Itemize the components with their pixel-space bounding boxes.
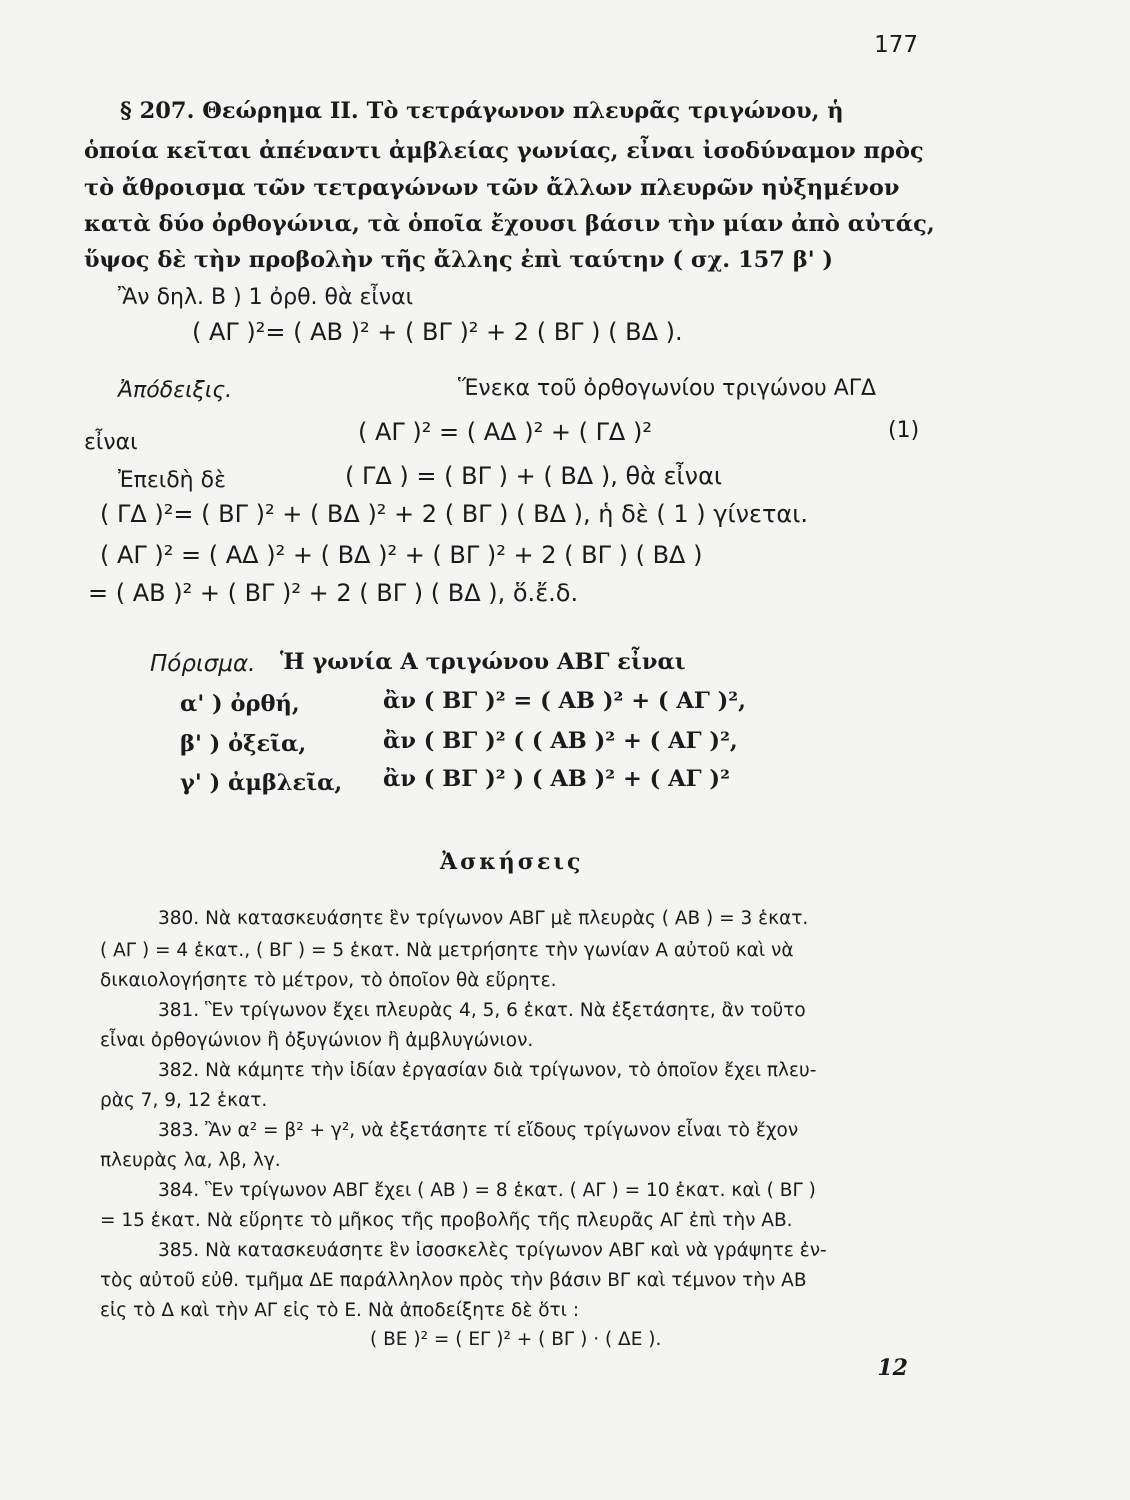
exercise-line-12: 385. Νὰ κατασκευάσητε ἓν ἰσοσκελὲς τρίγωνον ΑΒΓ καὶ νὰ γράψητε ἐν-: [158, 1240, 827, 1261]
exercise-line-14: εἰς τὸ Δ καὶ τὴν ΑΓ εἰς τὸ Ε. Νὰ ἀποδείξητε δὲ ὅτι :: [100, 1300, 580, 1321]
exercise-line-5: εἶναι ὀρθογώνιον ἢ ὀξυγώνιον ἢ ἀμβλυγώνιον.: [100, 1030, 534, 1051]
corollary-case-c-cond: ἂν ( ΒΓ )² ) ( ΑΒ )² + ( ΑΓ )²: [383, 766, 730, 792]
corollary-case-a-name: α' ) ὀρθή,: [180, 691, 300, 717]
exercise-line-8: 383. Ἂν α² = β² + γ², νὰ ἐξετάσητε τί εἴδους τρίγωνον εἶναι τὸ ἔχον: [158, 1120, 799, 1141]
page-number: 177: [874, 32, 918, 58]
proof-line2-left: Ἐπειδὴ δὲ: [118, 468, 226, 493]
corollary-case-b-cond: ἂν ( ΒΓ )² ( ( ΑΒ )² + ( ΑΓ )²,: [383, 728, 738, 754]
theorem-line-4: κατὰ δύο ὀρθογώνια, τὰ ὁποῖα ἔχουσι βάσιν τὴν μίαν ἀπὸ αὐτάς,: [84, 211, 935, 237]
corollary-case-b-name: β' ) ὀξεῖα,: [180, 731, 307, 757]
corollary-label: Πόρισμα.: [150, 651, 256, 677]
proof-intro: Ἕνεκα τοῦ ὀρθογωνίου τριγώνου ΑΓΔ: [458, 376, 877, 401]
theorem-line-5: ὕψος δὲ τὴν προβολὴν τῆς ἄλλης ἐπὶ ταύτην ( σχ. 157 β' ): [84, 247, 834, 273]
corollary-intro: Ἡ γωνία Α τριγώνου ΑΒΓ εἶναι: [280, 649, 686, 675]
exercise-line-4: 381. Ἓν τρίγωνον ἔχει πλευρὰς 4, 5, 6 ἑκατ. Νὰ ἐξετάσητε, ἂν τοῦτο: [158, 1000, 806, 1021]
theorem-line-1: § 207. Θεώρημα II. Τὸ τετράγωνον πλευρᾶς τριγώνου, ἡ: [120, 98, 844, 124]
proof-line4: ( ΑΓ )² = ( ΑΔ )² + ( ΒΔ )² + ( ΒΓ )² + 2 ( ΒΓ ) ( ΒΔ ): [100, 541, 703, 569]
exercise-line-2: ( ΑΓ ) = 4 ἑκατ., ( ΒΓ ) = 5 ἑκατ. Νὰ μετρήσητε τὴν γωνίαν Α αὐτοῦ καὶ νὰ: [100, 940, 794, 961]
theorem-line-3: τὸ ἄθροισμα τῶν τετραγώνων τῶν ἄλλων πλευρῶν ηὐξημένον: [84, 175, 900, 201]
theorem-formula: ( ΑΓ )²= ( ΑΒ )² + ( ΒΓ )² + 2 ( ΒΓ ) ( ΒΔ ).: [192, 318, 683, 346]
proof-line5: = ( ΑΒ )² + ( ΒΓ )² + 2 ( ΒΓ ) ( ΒΔ ), ὅ.ἔ.δ.: [88, 579, 579, 607]
exercise-line-6: 382. Νὰ κάμητε τὴν ἰδίαν ἐργασίαν διὰ τρίγωνον, τὸ ὁποῖον ἔχει πλευ-: [158, 1060, 817, 1081]
hypothesis: Ἂν δηλ. Β ) 1 ὀρθ. θὰ εἶναι: [118, 285, 414, 310]
exercise-line-3: δικαιολογήσητε τὸ μέτρον, τὸ ὁποῖον θὰ εὕρητε.: [100, 970, 557, 991]
proof-line1-eq: ( ΑΓ )² = ( ΑΔ )² + ( ΓΔ )²: [358, 418, 652, 446]
exercise-line-10: 384. Ἓν τρίγωνον ΑΒΓ ἔχει ( ΑΒ ) = 8 ἑκατ. ( ΑΓ ) = 10 ἑκατ. καὶ ( ΒΓ ): [158, 1180, 816, 1201]
exercise-line-9: πλευρὰς λα, λβ, λγ.: [100, 1150, 281, 1171]
proof-line1-left: εἶναι: [84, 430, 138, 455]
corollary-case-a-cond: ἂν ( ΒΓ )² = ( ΑΒ )² + ( ΑΓ )²,: [383, 688, 746, 714]
exercise-line-11: = 15 ἑκατ. Νὰ εὕρητε τὸ μῆκος τῆς προβολῆς τῆς πλευρᾶς ΑΓ ἐπὶ τὴν ΑΒ.: [100, 1210, 793, 1231]
exercise-line-1: 380. Νὰ κατασκευάσητε ἓν τρίγωνον ΑΒΓ μὲ πλευρὰς ( ΑΒ ) = 3 ἑκατ.: [158, 908, 809, 929]
proof-line2-eq: ( ΓΔ ) = ( ΒΓ ) + ( ΒΔ ), θὰ εἶναι: [345, 462, 723, 490]
corollary-case-c-name: γ' ) ἀμβλεῖα,: [180, 770, 343, 796]
exercise-line-13: τὸς αὐτοῦ εὐθ. τμῆμα ΔΕ παράλληλον πρὸς τὴν βάσιν ΒΓ καὶ τέμνον τὴν ΑΒ: [100, 1270, 807, 1291]
exercises-heading: Ἀσκήσεις: [440, 849, 584, 875]
exercise-line-15: ( ΒΕ )² = ( ΕΓ )² + ( ΒΓ ) · ( ΔΕ ).: [370, 1329, 662, 1350]
exercise-line-7: ρὰς 7, 9, 12 ἑκατ.: [100, 1090, 268, 1111]
folio-number: 12: [877, 1355, 908, 1381]
proof-line1-tag: (1): [888, 418, 920, 443]
proof-label: Ἀπόδειξις.: [118, 378, 233, 403]
proof-line3: ( ΓΔ )²= ( ΒΓ )² + ( ΒΔ )² + 2 ( ΒΓ ) ( ΒΔ ), ἡ δὲ ( 1 ) γίνεται.: [100, 500, 808, 528]
theorem-line-2: ὁποία κεῖται ἀπέναντι ἀμβλείας γωνίας, εἶναι ἰσοδύναμον πρὸς: [84, 138, 924, 164]
